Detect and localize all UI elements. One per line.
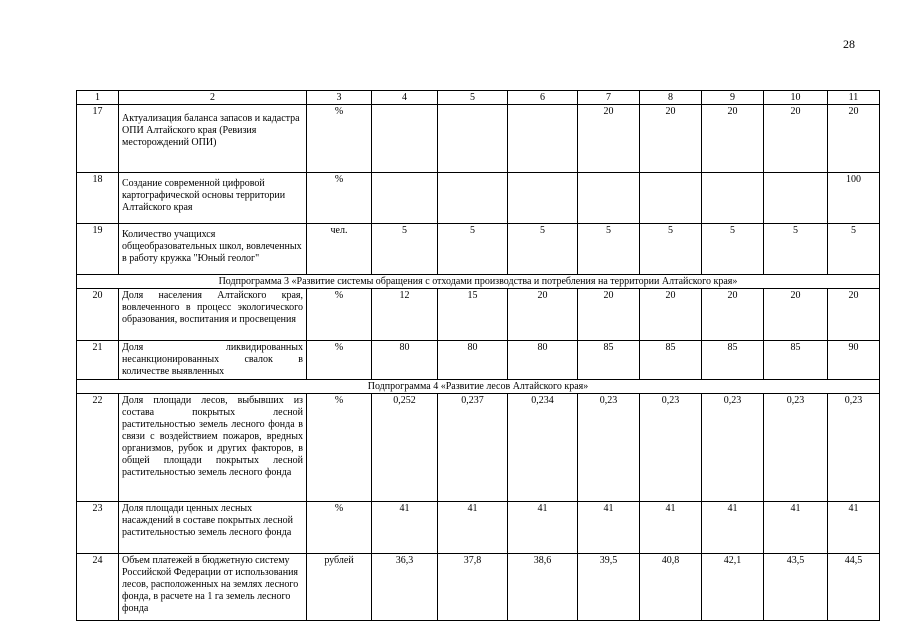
value-cell: 41 [828, 502, 880, 554]
table-row [77, 173, 880, 224]
value-cell: 5 [438, 224, 508, 275]
row-number: 21 [77, 341, 119, 380]
header-cell: 9 [702, 91, 764, 105]
indicator-name: Объем платежей в бюджетную систему Российской Федерации от использования лесов, расположенных на землях лесного фонда, в расчете на 1 га земель лесного фонда [119, 554, 307, 621]
header-cell: 5 [438, 91, 508, 105]
value-cell: 38,6 [508, 554, 578, 621]
header-cell: 4 [372, 91, 438, 105]
value-cell: 85 [640, 341, 702, 380]
row-number: 20 [77, 289, 119, 341]
value-cell: 39,5 [578, 554, 640, 621]
row-number: 18 [77, 173, 119, 224]
header-cell: 10 [764, 91, 828, 105]
header-row [77, 91, 880, 105]
row-number: 22 [77, 394, 119, 502]
value-cell [508, 173, 578, 224]
value-cell [372, 105, 438, 173]
indicator-name: Количество учащихся общеобразовательных школ, вовлеченных в работу кружка "Юный геолог" [119, 224, 307, 275]
value-cell: 41 [578, 502, 640, 554]
value-cell: 20 [702, 105, 764, 173]
value-cell: 41 [438, 502, 508, 554]
value-cell: 85 [578, 341, 640, 380]
value-cell: 20 [578, 105, 640, 173]
value-cell: 5 [702, 224, 764, 275]
indicator-name: Доля населения Алтайского края, вовлеченного в процесс экологического образования, воспитания и просвещения [119, 289, 307, 341]
subprogram-title: Подпрограмма 3 «Развитие системы обращения с отходами производства и потребления на территории Алтайского края» [77, 275, 880, 289]
indicator-name: Актуализация баланса запасов и кадастра ОПИ Алтайского края (Ревизия месторождений ОПИ) [119, 105, 307, 173]
indicator-name: Доля площади лесов, выбывших из состава покрытых лесной растительностью земель лесного фонда в связи с воздействием пожаров, вредных организмов, рубок и других факторов, в общей площади покрытых лесной растительностью земель лесного фонда [119, 394, 307, 502]
header-cell: 2 [119, 91, 307, 105]
row-number: 19 [77, 224, 119, 275]
table-row [77, 224, 880, 275]
subprogram-row [77, 380, 880, 394]
value-cell [438, 105, 508, 173]
unit-cell: % [307, 173, 372, 224]
value-cell [702, 173, 764, 224]
unit-cell: % [307, 394, 372, 502]
value-cell: 85 [702, 341, 764, 380]
value-cell: 20 [578, 289, 640, 341]
header-cell: 7 [578, 91, 640, 105]
value-cell: 0,23 [764, 394, 828, 502]
value-cell: 37,8 [438, 554, 508, 621]
value-cell: 41 [508, 502, 578, 554]
value-cell: 90 [828, 341, 880, 380]
value-cell [438, 173, 508, 224]
value-cell: 0,23 [702, 394, 764, 502]
value-cell [508, 105, 578, 173]
value-cell: 41 [640, 502, 702, 554]
row-number: 23 [77, 502, 119, 554]
value-cell: 20 [828, 105, 880, 173]
header-cell: 8 [640, 91, 702, 105]
value-cell: 0,23 [578, 394, 640, 502]
value-cell: 5 [764, 224, 828, 275]
value-cell: 0,23 [828, 394, 880, 502]
unit-cell: % [307, 341, 372, 380]
value-cell: 20 [640, 105, 702, 173]
unit-cell: рублей [307, 554, 372, 621]
header-cell: 3 [307, 91, 372, 105]
page-number: 28 [843, 37, 855, 51]
value-cell: 0,23 [640, 394, 702, 502]
header-cell: 6 [508, 91, 578, 105]
value-cell: 5 [372, 224, 438, 275]
indicator-name: Создание современной цифровой картографической основы территории Алтайского края [119, 173, 307, 224]
row-number: 17 [77, 105, 119, 173]
value-cell: 80 [438, 341, 508, 380]
value-cell: 12 [372, 289, 438, 341]
value-cell: 42,1 [702, 554, 764, 621]
value-cell: 44,5 [828, 554, 880, 621]
value-cell: 43,5 [764, 554, 828, 621]
value-cell: 80 [508, 341, 578, 380]
indicators-table [76, 90, 880, 621]
value-cell: 5 [828, 224, 880, 275]
unit-cell: % [307, 289, 372, 341]
value-cell: 41 [764, 502, 828, 554]
subprogram-row [77, 275, 880, 289]
value-cell: 0,237 [438, 394, 508, 502]
header-cell: 11 [828, 91, 880, 105]
value-cell: 20 [702, 289, 764, 341]
value-cell: 5 [640, 224, 702, 275]
value-cell: 36,3 [372, 554, 438, 621]
value-cell: 41 [372, 502, 438, 554]
value-cell: 20 [640, 289, 702, 341]
value-cell: 80 [372, 341, 438, 380]
value-cell: 41 [702, 502, 764, 554]
unit-cell: % [307, 105, 372, 173]
value-cell: 40,8 [640, 554, 702, 621]
value-cell: 20 [508, 289, 578, 341]
header-cell: 1 [77, 91, 119, 105]
table-row [77, 394, 880, 502]
value-cell: 5 [578, 224, 640, 275]
value-cell [640, 173, 702, 224]
value-cell: 20 [828, 289, 880, 341]
indicator-name: Доля площади ценных лесных насаждений в составе покрытых лесной растительностью земель лесного фонда [119, 502, 307, 554]
value-cell [764, 173, 828, 224]
value-cell [578, 173, 640, 224]
table-row [77, 341, 880, 380]
value-cell: 0,234 [508, 394, 578, 502]
value-cell: 0,252 [372, 394, 438, 502]
table-row [77, 554, 880, 621]
table-row [77, 105, 880, 173]
value-cell: 15 [438, 289, 508, 341]
row-number: 24 [77, 554, 119, 621]
table-row [77, 502, 880, 554]
table-row [77, 289, 880, 341]
value-cell: 100 [828, 173, 880, 224]
indicator-name: Доля ликвидированных несанкционированных свалок в количестве выявленных [119, 341, 307, 380]
value-cell [372, 173, 438, 224]
value-cell: 85 [764, 341, 828, 380]
unit-cell: чел. [307, 224, 372, 275]
value-cell: 20 [764, 289, 828, 341]
unit-cell: % [307, 502, 372, 554]
value-cell: 5 [508, 224, 578, 275]
subprogram-title: Подпрограмма 4 «Развитие лесов Алтайского края» [77, 380, 880, 394]
value-cell: 20 [764, 105, 828, 173]
